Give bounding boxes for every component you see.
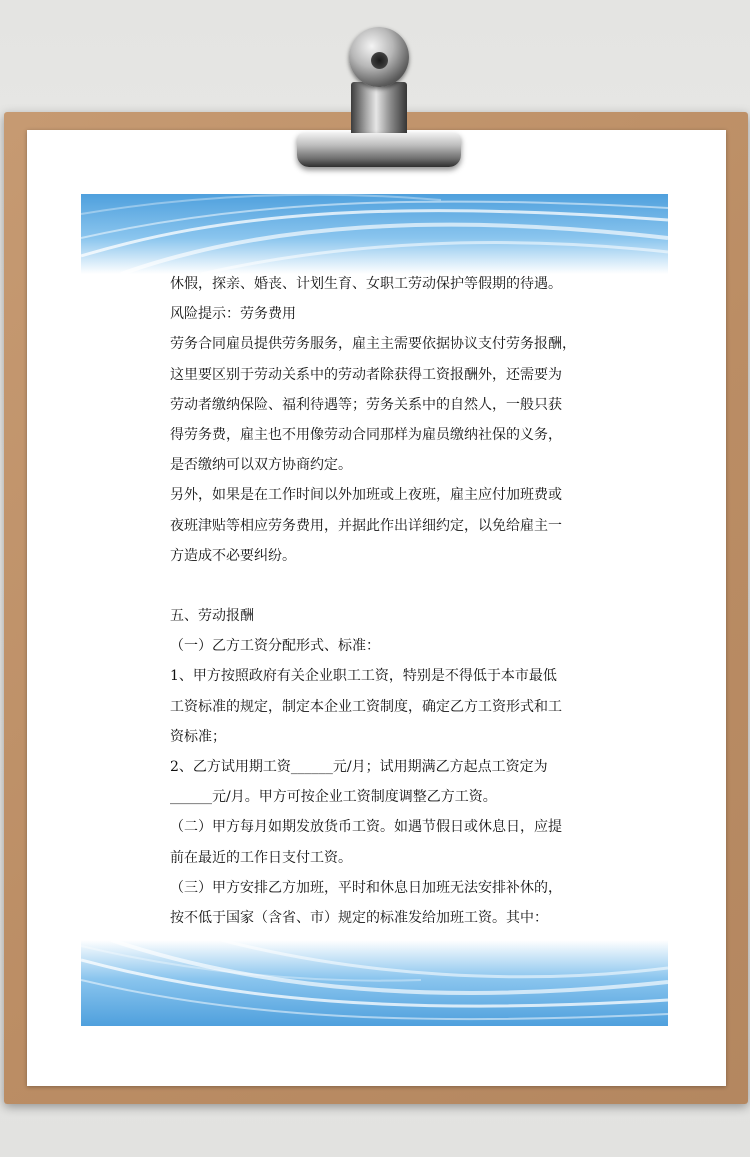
text-line: 是否缴纳可以双方协商约定。 — [170, 457, 352, 474]
text-line: 劳务合同雇员提供劳务服务，雇主主需要依据协议支付劳务报酬， — [170, 336, 576, 353]
binder-clip-hole — [371, 52, 388, 69]
document-body — [170, 269, 590, 933]
header-banner — [81, 194, 668, 274]
text-line: 工资标准的规定，制定本企业工资制度，确定乙方工资形式和工 — [170, 698, 562, 715]
text-line: （一）乙方工资分配形式、标准： — [170, 638, 380, 655]
binder-clip — [297, 133, 461, 167]
text-line: 方造成不必要纠纷。 — [170, 547, 296, 564]
text-line: 资标准； — [170, 728, 226, 745]
text-line: 夜班津贴等相应劳务费用，并据此作出详细约定，以免给雇主一 — [170, 517, 562, 534]
text-line: 劳动者缴纳保险、福利待遇等；劳务关系中的自然人，一般只获 — [170, 396, 562, 413]
text-line: 休假，探亲、婚丧、计划生育、女职工劳动保护等假期的待遇。 — [170, 276, 562, 292]
text-line: 1、甲方按照政府有关企业职工工资，特别是不得低于本市最低 — [170, 668, 557, 685]
text-line: 前在最近的工作日支付工资。 — [170, 849, 352, 866]
text-line: 得劳务费，雇主也不用像劳动合同那样为雇员缴纳社保的义务， — [170, 427, 562, 444]
section-title: 五、劳动报酬 — [170, 608, 254, 625]
text-line: 2、乙方试用期工资______元/月；试用期满乙方起点工资定为 — [170, 759, 548, 776]
binder-clip-stem — [351, 82, 407, 140]
text-line: （二）甲方每月如期发放货币工资。如遇节假日或休息日，应提 — [170, 819, 562, 836]
text-line: 这里要区别于劳动关系中的劳动者除获得工资报酬外，还需要为 — [170, 366, 562, 383]
paragraph-gap — [170, 571, 590, 601]
text-line: ______元/月。甲方可按企业工资制度调整乙方工资。 — [170, 789, 497, 806]
footer-banner — [81, 940, 668, 1026]
text-line: 按不低于国家（含省、市）规定的标准发给加班工资。其中： — [170, 910, 548, 927]
risk-heading: 风险提示：劳务费用 — [170, 306, 296, 323]
text-line: 另外，如果是在工作时间以外加班或上夜班，雇主应付加班费或 — [170, 487, 562, 504]
text-line: （三）甲方安排乙方加班，平时和休息日加班无法安排补休的， — [170, 879, 562, 896]
